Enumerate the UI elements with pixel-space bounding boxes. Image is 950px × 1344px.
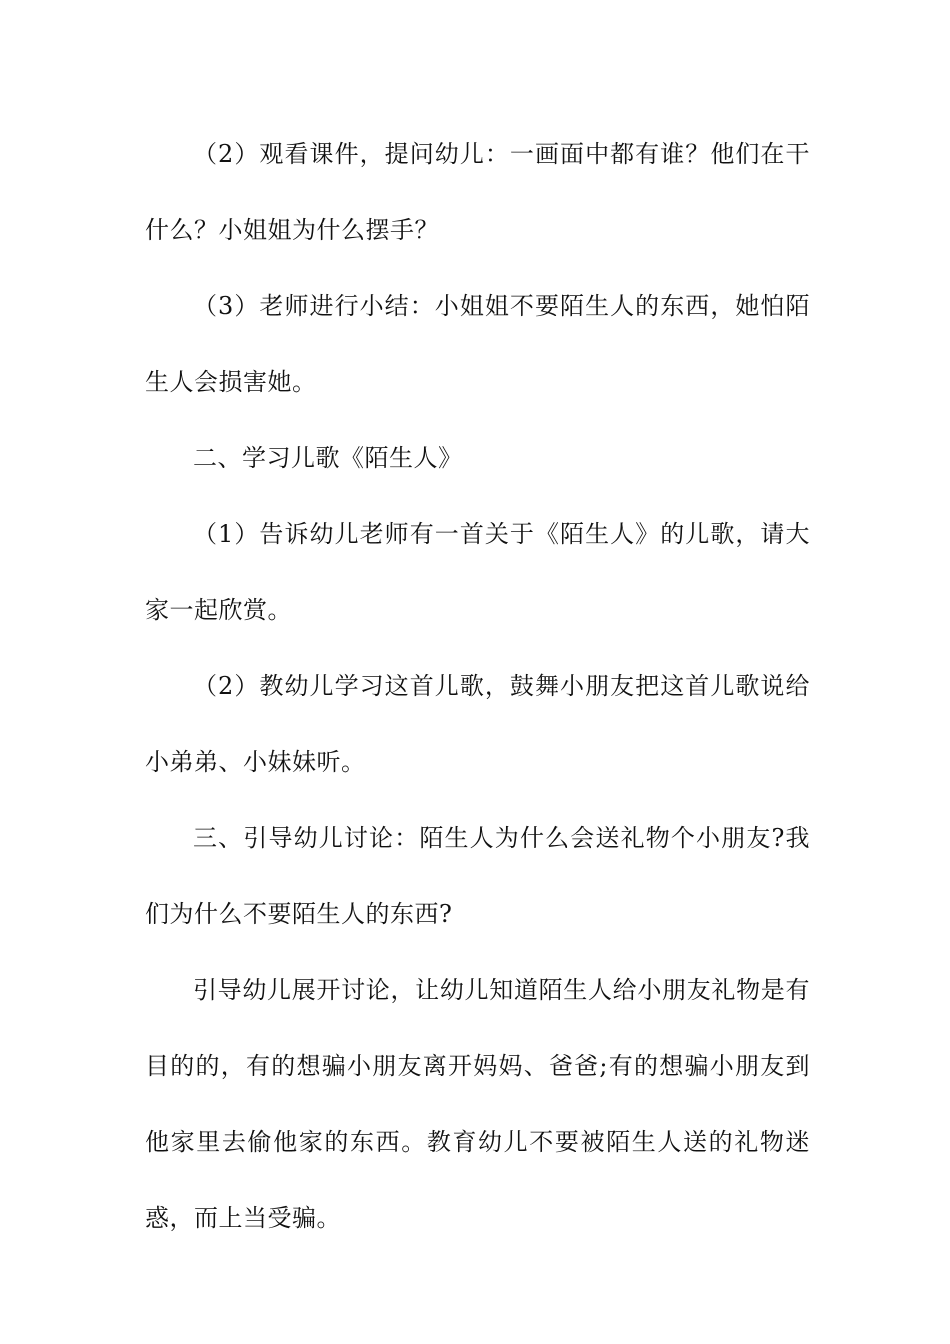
paragraph-teach-song: （2）教幼儿学习这首儿歌，鼓舞小朋友把这首儿歌说给小弟弟、小妹妹听。 [145, 672, 810, 776]
paragraph-guide-discussion: 引导幼儿展开讨论，让幼儿知道陌生人给小朋友礼物是有目的的，有的想骗小朋友离开妈妈、爸爸;有的想骗小朋友到他家里去偷他家的东西。教育幼儿不要被陌生人送的礼物迷惑，而上当受骗。 [145, 976, 810, 1232]
paragraph-tell-children-song: （1）告诉幼儿老师有一首关于《陌生人》的儿歌，请大家一起欣赏。 [145, 520, 810, 624]
section-heading-learn-song: 二、学习儿歌《陌生人》 [193, 444, 463, 472]
paragraph-teacher-summary: （3）老师进行小结：小姐姐不要陌生人的东西，她怕陌生人会损害她。 [145, 292, 810, 396]
section-heading-discussion: 三、引导幼儿讨论：陌生人为什么会送礼物个小朋友?我们为什么不要陌生人的东西? [145, 824, 810, 928]
paragraph-observe-courseware: （2）观看课件，提问幼儿：一画面中都有谁？他们在干什么？小姐姐为什么摆手？ [145, 140, 810, 244]
